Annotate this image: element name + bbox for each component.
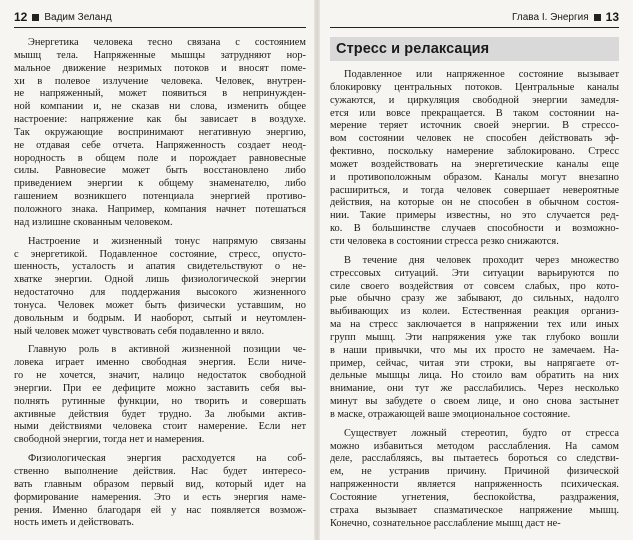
text-line: ко. В большинстве случаев способности и возможно- [330,223,619,235]
text-line: ма на стресс заключается в напряжении тех или иных [330,319,619,331]
text-line: нородность в общем поле и порождает равновесные [14,152,306,164]
text-line: тонуса. Человек может быть физически уставшим, но [14,299,306,311]
text-line: рения. Именно благодаря ей у нас появляется возмож- [14,504,306,516]
text-line: шенность, усталость и апатия свидетельствуют о не- [14,261,306,273]
paragraph [330,255,619,422]
paragraph [14,236,306,339]
right-running-header [330,10,619,28]
text-line: настроение: напряжение как бы зависает в воздухе. [14,114,306,126]
text-line: вом состоянии человек не способен действовать эф- [330,133,619,145]
text-line: деле, расслабляясь, вы пытаетесь бороться со следстви- [330,453,619,465]
text-line: хи в полевое излучение человека. Человек, внутрен- [14,75,306,87]
text-line: напряженности является напряженность психическая. [330,479,619,491]
left-page-number: 12 [14,10,28,24]
text-line: ем, не устранив причину. Причиной физической [330,466,619,478]
text-line: не отдавая себе отчета. Напряженность создает неод- [14,139,306,151]
text-line: ственно выполнение действия. Нас будет интересо- [14,466,306,477]
text-line: ность иметь и действовать. [14,517,134,529]
text-line: сти человека в состоянии стресса резко снижаются. [330,235,559,247]
right-page [320,0,633,540]
header-square-icon [32,14,39,21]
text-line: Подавленное или напряженное состояние вызывает [344,69,619,80]
text-line: силе своего воздействия от совсем слабых, про кото- [330,280,619,292]
text-line: страха вызывает спазматическое напряжение мышц. [330,504,619,516]
text-line: расшириться, и тогда человек совершает невероятные [330,184,619,196]
text-line: стрессовых ситуаций. Эти ситуации варьируются по [330,267,619,279]
text-line: выбивающих из колеи. Естественная реакция организ- [330,306,619,318]
section-title: Стресс и релаксация [330,37,619,61]
text-line: групп мышц. Эти напряжения уже так глубоко вошли [330,331,619,343]
left-body [14,37,306,530]
text-line: ный человек может чувствовать себя подавленно и вяло. [14,325,265,337]
text-line: Состояние угнетения, беспокойства, раздражения, [330,492,619,503]
text-line: мальное движение незримых потоков и вносят поме- [14,62,306,74]
text-line: энергии. При ее дефиците можно заставить себя вы- [14,382,306,394]
text-line: минут вы забудете о своем лице, и оно снова застынет [330,396,619,408]
text-line: и противоположным образом. Каналы могут внезапно [330,171,619,183]
text-line: сужаются, и циркуляция свободной энергии замедля- [330,94,619,106]
text-line: ными действиями человека стоит намерение. Если нет [14,421,306,433]
paragraph [14,344,306,447]
paragraph [330,428,619,531]
right-page-number: 13 [605,10,619,24]
text-line: фективно, поскольку намерение заблокировано. Стресс [330,146,619,158]
right-header-chapter: Глава I. Энергия [512,11,589,23]
text-line: приведением энергии к общему знаменателю, либо [14,178,306,190]
text-line: ловека играет именно свободная энергия. Если ниче- [14,357,306,369]
text-line: внимание, они тут же расслабились. Через несколько [330,383,619,395]
paragraph [14,453,306,530]
left-header-author: Вадим Зеланд [44,11,112,23]
text-line: Настроение и жизненный тонус напрямую связаны [28,235,306,247]
text-line: дельные мышцы лица. Но стоило вам обратить на них [330,370,619,382]
left-page [0,0,314,540]
text-line: мерение теряет источник своей энергии. В стрессо- [330,120,619,132]
text-line: положного знака. Например, компания начнет потешаться [14,203,306,215]
paragraph [330,69,619,249]
text-line: Главную роль в активной жизненной позиции че- [28,344,306,356]
text-line: довольным и бодрым. И наоборот, сытый и неутомлен- [14,312,306,324]
text-line: Физиологическая энергия расходуется на соб- [28,453,306,465]
text-line: с энергетикой. Подавленное состояние, стресс, опусто- [14,248,306,260]
text-line: в маске, отражающей ваше эмоциональное состояние. [330,408,571,420]
header-square-icon [594,14,601,21]
text-line: Энергетика человека тесно связана с состоянием [28,37,306,48]
text-line: мышц тела. Напряженные мышцы затрудняют нор- [14,49,306,61]
text-line: В течение дня человек проходит через множество [344,254,619,266]
text-line: пример, сейчас, читая эти строки, вы напрягаете от- [330,357,619,369]
text-line: в наши привычки, что мы их просто не замечаем. На- [330,344,619,356]
text-line: гашением возникшего потенциала энергией противо- [14,191,306,203]
text-line: рые обычно сразу же забывают, до сильных, надолго [330,293,619,305]
left-running-header [14,10,306,28]
text-line: Существует ложный стереотип, будто от стресса [344,427,619,439]
text-line: Так окружающие воспринимают негативную энергию, [14,126,306,138]
text-line: блокировку центральных потоков. Центральные каналы [330,81,619,93]
text-line: ется или вовсе прекращается. В таком состоянии на- [330,107,619,119]
text-line: го не хочется, значит, налицо недостаток свободной [14,370,306,382]
text-line: активные действия будет трудно. За любыми актив- [14,408,306,420]
text-line: формирование намерения. Это и есть энергия наме- [14,491,306,503]
text-line: нии. Такие примеры известны, но это случается ред- [330,210,619,222]
text-line: вать главным образом первый вид, который идет на [14,478,306,490]
text-line: не напряженный, может появиться в непринужден- [14,88,306,100]
right-body [330,69,619,531]
text-line: ной компании и, не сказав ни слова, изменить общее [14,101,306,113]
text-line: действия, на которые он не способен в обычном состоя- [330,197,619,209]
text-line: Конечно, сознательное расслабление мышц даст не- [330,517,561,529]
text-line: полнять рутинные функции, но творить и совершать [14,395,306,407]
paragraph [14,37,306,230]
text-line: свободной энергии, тогда нет и намерения. [14,434,205,446]
text-line: недостаточно для поддержания высокого жизненного [14,287,306,299]
text-line: может воздействовать на энергетические каналы еще [330,158,619,170]
text-line: силы. Равновесие может быть восстановлено либо [14,165,306,177]
text-line: над излишне скованным человеком. [14,216,173,228]
text-line: хватке энергии. Одной лишь физиологической энергии [14,274,306,286]
text-line: можно избавиться методом расслабления. На самом [330,440,619,452]
